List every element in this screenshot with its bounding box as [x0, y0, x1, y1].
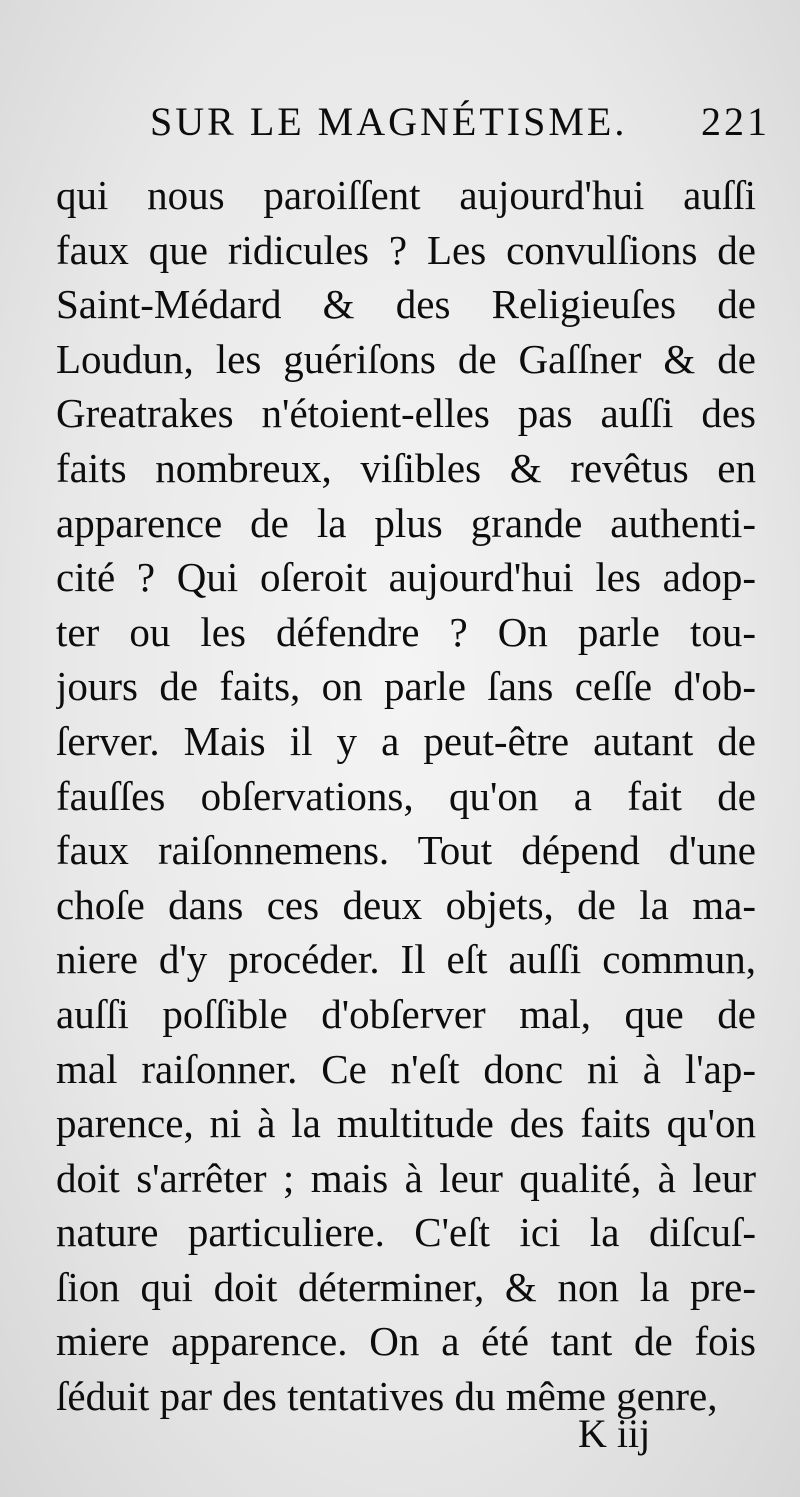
text-line: cité ? Qui oſeroit aujourd'hui les adop-	[56, 554, 756, 601]
text-line: mal raiſonner. Ce n'eſt donc ni à l'ap-	[56, 1045, 756, 1092]
running-title: SUR LE MAGNÉTISME.	[150, 99, 628, 144]
text-line: ter ou les défendre ? On parle tou-	[56, 608, 756, 655]
running-header	[150, 98, 770, 154]
text-line: niere d'y procéder. Il eſt auſſi commun,	[56, 936, 756, 983]
body-text	[56, 168, 756, 1424]
text-line: jours de faits, on parle ſans ceſſe d'ob-	[56, 663, 756, 710]
text-line: ſerver. Mais il y a peut-être autant de	[56, 717, 756, 764]
text-line: miere apparence. On a été tant de fois	[56, 1318, 756, 1365]
text-line: fauſſes obſervations, qu'on a fait de	[56, 772, 756, 819]
text-line: Greatrakes n'étoient-elles pas auſſi des	[56, 390, 756, 437]
text-line: parence, ni à la multitude des faits qu'on	[56, 1100, 756, 1147]
text-line: qui nous paroiſſent aujourd'hui auſſi	[56, 172, 756, 218]
text-line: Loudun, les guériſons de Gaſſner & de	[56, 335, 756, 382]
text-line: ſéduit par des tentatives du même genre,	[56, 1373, 718, 1420]
text-line: nature particuliere. C'eſt ici la diſcuſ-	[56, 1209, 756, 1256]
text-line: faux que ridicules ? Les convulſions de	[56, 226, 756, 273]
text-line: ſion qui doit déterminer, & non la pre-	[56, 1263, 756, 1310]
text-line: Saint-Médard & des Religieuſes de	[56, 281, 756, 328]
text-line: doit s'arrêter ; mais à leur qualité, à leur	[56, 1154, 756, 1201]
text-line: faux raiſonnemens. Tout dépend d'une	[56, 827, 756, 874]
text-line: apparence de la plus grande authenti-	[56, 499, 756, 546]
signature-mark: K iij	[578, 1411, 651, 1456]
text-line: faits nombreux, viſibles & revêtus en	[56, 444, 756, 491]
text-line: auſſi poſſible d'obſerver mal, que de	[56, 990, 756, 1037]
text-line: choſe dans ces deux objets, de la ma-	[56, 881, 756, 928]
page-number: 221	[701, 99, 770, 144]
